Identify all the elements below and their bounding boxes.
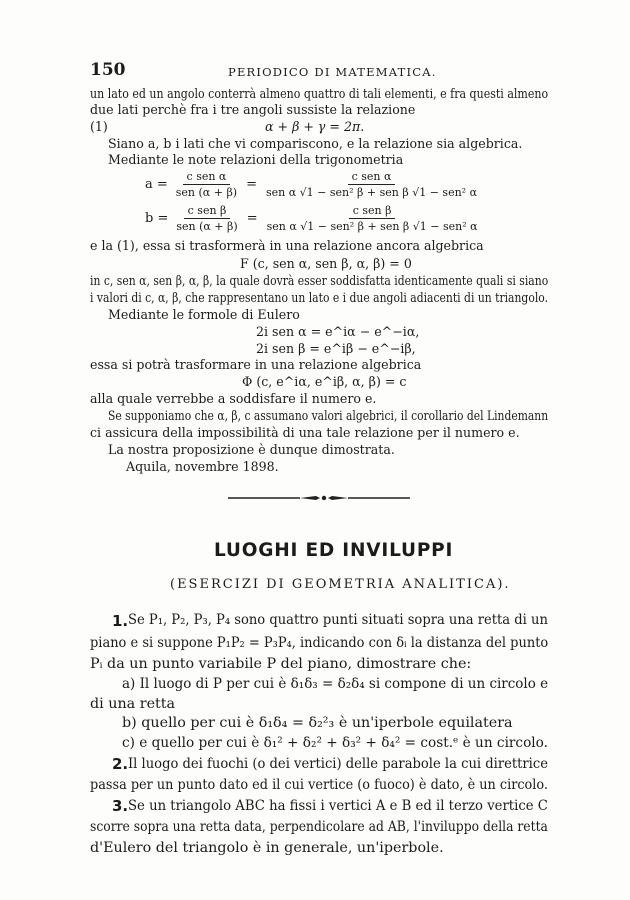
text-line: ci assicura della impossibilità di una tale relazione per il numero e. (90, 425, 520, 440)
text-line: essa si potrà trasformare in una relazione algebrica (90, 357, 422, 372)
page-number: 150 (90, 60, 126, 80)
exercise-number: 2. (112, 755, 129, 773)
numerator: c sen β (349, 204, 396, 219)
text-line: a) Il luogo di P per cui è δ₁δ₃ = δ₂δ₄ si compone di un circolo e (122, 676, 549, 692)
exercise-number: 1. (112, 612, 129, 630)
text-line: Se supponiamo che α, β, c assumano valori algebrici, il corollario del Lindemann (108, 408, 549, 423)
running-title: PERIODICO DI MATEMATICA. (228, 65, 437, 79)
equation-euler-beta: 2i sen β = e^iβ − e^−iβ, (256, 341, 416, 356)
text-line: due lati perchè fra i tre angoli sussiste la relazione (90, 102, 416, 117)
ornament-divider (228, 493, 410, 503)
text-line: piano e si suppone P₁P₂ = P₃P₄, indicando con δᵢ la distanza del punto (90, 635, 549, 651)
signature-place-date: Aquila, novembre 1898. (126, 459, 279, 474)
fraction (262, 170, 481, 199)
equation-angles-sum: α + β + γ = 2π. (265, 119, 365, 134)
equation-euler-alpha: 2i sen α = e^iα − e^−iα, (256, 324, 420, 339)
fraction (263, 204, 482, 233)
text-line: alla quale verrebbe a soddisfare il numero e. (90, 391, 377, 406)
text-line: b) quello per cui è δ₁δ₄ = δ₂²₃ è un'iperbole equilatera (122, 715, 513, 731)
denominator: sen α √1 − sen² β + sen β √1 − sen² α (266, 186, 477, 199)
equation-label: (1) (90, 119, 108, 134)
text-line: in c, sen α, sen β, α, β, la quale dovrà esser soddisfatta identicamente quali si siano (90, 273, 549, 288)
equation-lhs: b = (145, 211, 169, 226)
text-line: scorre sopra una retta data, perpendicolare ad AB, l'inviluppo della retta (90, 819, 548, 835)
equation-F: F (c, sen α, sen β, α, β) = 0 (240, 256, 412, 271)
equation-phi: Φ (c, e^iα, e^iβ, α, β) = c (242, 374, 407, 389)
fraction (172, 170, 241, 199)
text-line: di una retta (90, 696, 176, 712)
equation-b (145, 204, 482, 233)
equation-lhs: a = (145, 177, 168, 192)
text-line: i valori di c, α, β, che rappresentano un lato e i due angoli adiacenti di un triangolo. (90, 290, 549, 305)
text-line: Se un triangolo ABC ha fissi i vertici A e B ed il terzo vertice C (128, 798, 548, 814)
text-line: c) e quello per cui è δ₁² + δ₂² + δ₃² + δ₄² = cost.ᵉ è un circolo. (122, 735, 548, 751)
section-title: LUOGHI ED INVILUPPI (214, 540, 454, 561)
text-line: Siano a, b i lati che vi compariscono, e la relazione sia algebrica. (108, 136, 523, 151)
denominator: sen (α + β) (175, 186, 238, 199)
equals-sign: = (246, 177, 258, 192)
text-line: d'Eulero del triangolo è in generale, un'iperbole. (90, 840, 444, 856)
text-line: passa per un punto dato ed il cui vertice (o fuoco) è dato, è un circolo. (90, 777, 548, 793)
text-line: Il luogo dei fuochi (o dei vertici) delle parabole la cui direttrice (128, 756, 548, 772)
text-line: Mediante le note relazioni della trigonometria (108, 152, 404, 167)
numerator: c sen α (348, 170, 396, 185)
text-line: Pᵢ da un punto variabile P del piano, dimostrare che: (90, 656, 472, 672)
denominator: sen α √1 − sen² β + sen β √1 − sen² α (266, 220, 478, 233)
equals-sign: = (246, 211, 258, 226)
numerator: c sen β (184, 204, 231, 219)
exercise-number: 3. (112, 797, 129, 815)
fraction (172, 204, 241, 233)
equation-a (145, 170, 481, 199)
text-line: e la (1), essa si trasformerà in una relazione ancora algebrica (90, 238, 484, 253)
numerator: c sen α (183, 170, 231, 185)
section-subtitle: (ESERCIZI DI GEOMETRIA ANALITICA). (170, 577, 511, 592)
denominator: sen (α + β) (176, 220, 238, 233)
text-line: La nostra proposizione è dunque dimostrata. (108, 442, 395, 457)
text-line: Mediante le formole di Eulero (108, 307, 300, 322)
text-line: Se P₁, P₂, P₃, P₄ sono quattro punti situati sopra una retta di un (128, 612, 548, 628)
text-line: un lato ed un angolo conterrà almeno quattro di tali elementi, e fra questi almeno (90, 86, 549, 101)
